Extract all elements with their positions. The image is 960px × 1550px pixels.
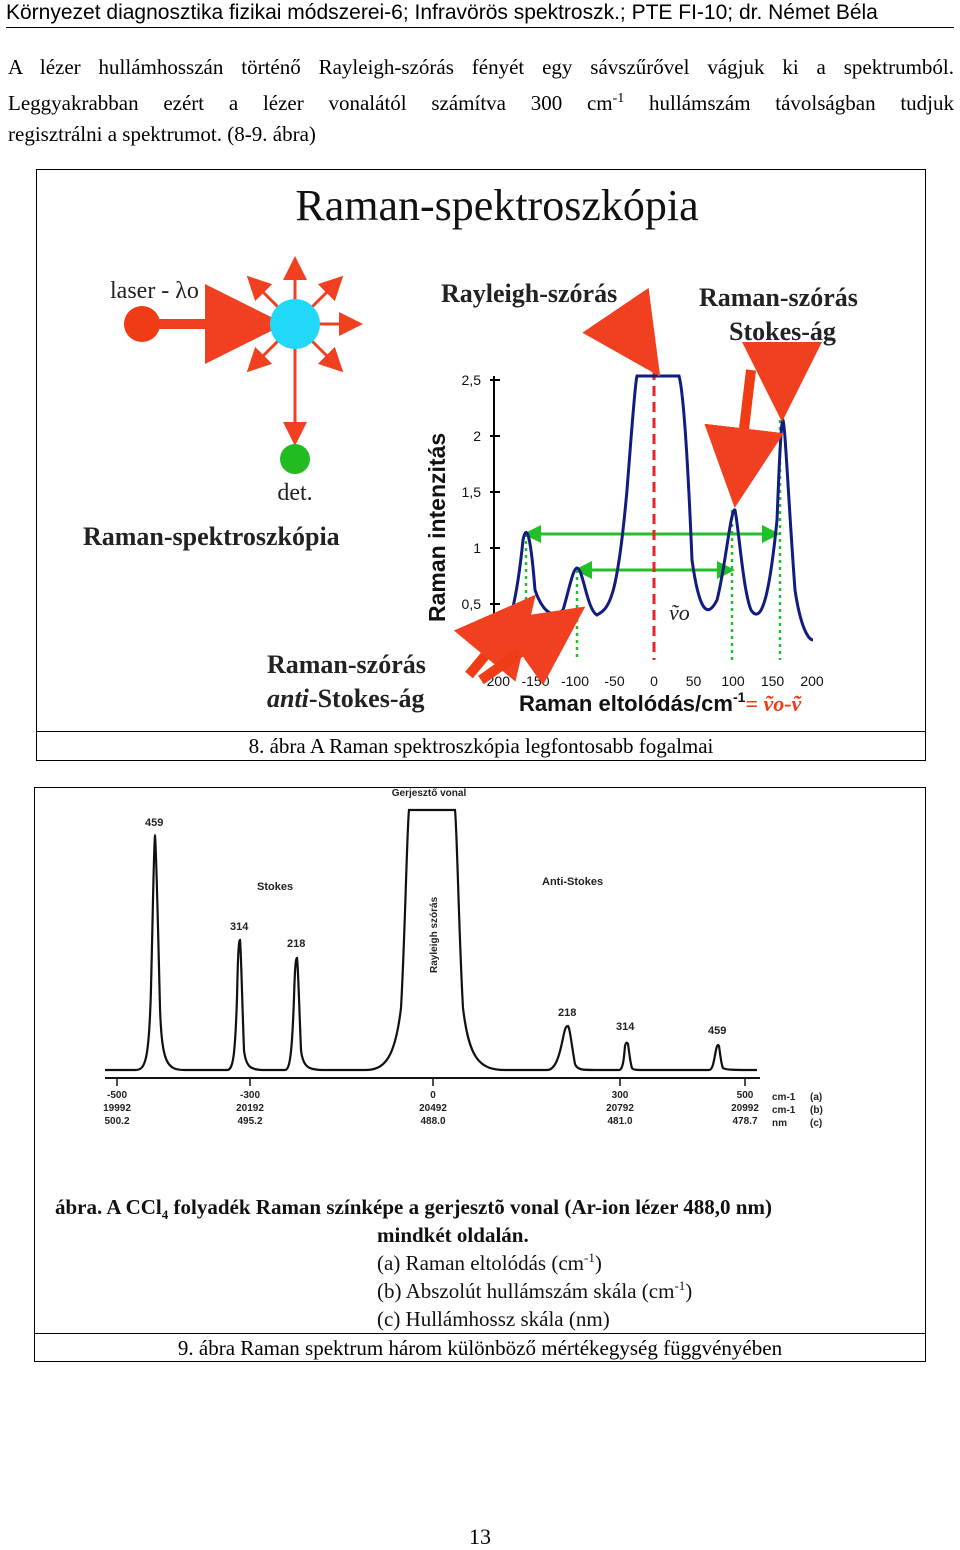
figure-8-caption: 8. ábra A Raman spektroszkópia legfontosabb fogalmai — [37, 731, 925, 760]
description-line-1 — [55, 1195, 772, 1222]
tag-b: (b) — [810, 1105, 823, 1116]
scale-value-b: 20492 — [419, 1103, 447, 1114]
y-tick-label: 1 — [473, 540, 481, 556]
tag-c: (c) — [810, 1118, 823, 1129]
scale-value-a: -300 — [239, 1090, 261, 1101]
desc-a-close: ) — [594, 1251, 602, 1275]
x-tick-label: 100 — [721, 673, 745, 689]
x-tick-label: -150 — [521, 673, 550, 689]
description-line-a — [377, 1250, 602, 1275]
figure-8-drawing — [37, 170, 925, 732]
desc-b-sup: -1 — [674, 1278, 686, 1293]
scale-value-c: 495.2 — [237, 1116, 263, 1127]
figure-9-caption: 9. ábra Raman spektrum három különböző mértékegység függvényében — [35, 1333, 925, 1362]
peak-label-218-left: 218 — [287, 938, 306, 950]
paragraph-superscript: -1 — [612, 91, 625, 106]
unit-a: cm-1 — [772, 1092, 796, 1103]
y-tick-label: 2,5 — [461, 372, 481, 388]
description-line-c: (c) Hullámhossz skála (nm) — [377, 1307, 610, 1331]
molecule-sphere — [270, 299, 320, 349]
desc-1-end: folyadék Raman színképe a gerjesztõ vonal (Ar-ion lézer 488,0 nm) — [168, 1195, 772, 1219]
x-ticks — [482, 673, 824, 689]
y-axis-label: Raman intenzitás — [424, 432, 450, 622]
stokes-label: Stokes — [257, 881, 294, 893]
scale-ticks — [103, 1078, 759, 1127]
y-tick-label: 1,5 — [461, 484, 481, 500]
laser-source — [124, 306, 160, 342]
scale-value-b: 19992 — [103, 1103, 131, 1114]
x-tick-label: 50 — [685, 673, 702, 689]
figure-9-description — [55, 1195, 772, 1331]
figure-8-title: Raman-spektroszkópia — [295, 181, 699, 230]
scale-value-a: -500 — [106, 1090, 128, 1101]
raman-spectrum-curve — [499, 376, 813, 640]
figure-8 — [36, 169, 926, 761]
paragraph-line-1: A lézer hullámhosszán történő Rayleigh-szórás fényét egy sávszűrővel vágjuk ki a spektrumból. — [8, 55, 954, 79]
peak-label-459-left: 459 — [145, 817, 164, 829]
paragraph-line-3: regisztrálni a spektrumot. (8-9. ábra) — [8, 122, 316, 146]
desc-1-sub: 4 — [161, 1207, 169, 1222]
unit-c: nm — [772, 1118, 787, 1129]
description-line-2: mindkét oldalán. — [377, 1223, 529, 1247]
scale-value-c: 478.7 — [732, 1116, 758, 1127]
scale-value-a: 300 — [611, 1090, 629, 1101]
peak-label-218-right: 218 — [558, 1007, 577, 1019]
x-tick-label: -50 — [604, 673, 625, 689]
scale-value-c: 488.0 — [420, 1116, 446, 1127]
nu0-label: ṽo — [669, 600, 690, 625]
x-axis-label-sup: -1 — [732, 689, 746, 705]
stokes-label-2: Stokes-ág — [729, 317, 836, 346]
x-axis-label — [519, 689, 803, 716]
detector-label: det. — [277, 480, 313, 506]
desc-1-start: ábra. A CCl — [55, 1195, 162, 1219]
antistokes-label-1: Raman-szórás — [267, 650, 426, 679]
unit-b: cm-1 — [772, 1105, 796, 1116]
y-tick-label: 0,5 — [461, 596, 481, 612]
unit-labels — [772, 1092, 823, 1129]
paragraph-line-2-start: Leggyakrabban ezért a lézer vonalától számítva 300 cm — [8, 91, 613, 115]
desc-b-text: (b) Abszolút hullámszám skála (cm — [377, 1279, 675, 1303]
peak-label-459-right: 459 — [708, 1025, 727, 1037]
x-tick-label: -100 — [560, 673, 590, 689]
figure-9 — [34, 787, 926, 1362]
figure-9-drawing — [35, 788, 925, 1333]
x-tick-label: 200 — [800, 673, 824, 689]
stokes-label-1: Raman-szórás — [699, 283, 858, 312]
desc-b-close: ) — [685, 1279, 693, 1303]
laser-label: laser - λo — [110, 278, 199, 304]
antistokes-italic: anti — [267, 684, 309, 713]
antistokes-rest: -Stokes-ág — [308, 684, 425, 713]
y-tick-label: 2 — [473, 428, 481, 444]
desc-a-text: (a) Raman eltolódás (cm — [377, 1251, 585, 1275]
peak-labels-right — [558, 1007, 726, 1037]
page-number: 13 — [469, 1524, 491, 1549]
x-tick-label: 150 — [760, 673, 785, 689]
scale-value-b: 20792 — [606, 1103, 634, 1114]
left-subtitle: Raman-spektroszkópia — [83, 522, 340, 551]
anti-stokes-label: Anti-Stokes — [542, 876, 604, 888]
scale-value-a: 0 — [430, 1090, 436, 1101]
peak-label-314-right: 314 — [616, 1021, 635, 1033]
peak-label-314-left: 314 — [230, 921, 249, 933]
desc-a-sup: -1 — [584, 1250, 595, 1265]
scale-value-a: 500 — [736, 1090, 754, 1101]
scattered-rays — [251, 262, 357, 440]
x-tick-label: 0 — [650, 673, 658, 689]
paragraph-line-2 — [8, 83, 954, 119]
paragraph-line-2-end: hullámszám távolságban tudjuk — [624, 91, 954, 115]
rayleigh-vertical-label: Rayleigh szórás — [429, 896, 440, 973]
excitation-line-label: Gerjesztő vonal — [391, 788, 467, 799]
description-line-b — [377, 1278, 692, 1303]
scale-value-c: 500.2 — [104, 1116, 130, 1127]
x-tick-label: -200 — [481, 673, 511, 689]
detector-dot — [280, 444, 310, 474]
scale-value-b: 20192 — [236, 1103, 264, 1114]
antistokes-label-2 — [267, 684, 424, 713]
x-axis-formula: = ṽo-ṽ — [745, 691, 802, 716]
x-axis-label-text: Raman eltolódás/cm — [519, 691, 733, 716]
tag-a: (a) — [810, 1092, 823, 1103]
scale-value-b: 20992 — [731, 1103, 759, 1114]
page-header: Környezet diagnosztika fizikai módszerei-6; Infravörös spektroszk.; PTE FI-10; dr. Német Béla — [6, 0, 954, 28]
intro-paragraph — [8, 52, 954, 150]
scale-value-c: 481.0 — [607, 1116, 633, 1127]
rayleigh-label: Rayleigh-szórás — [441, 279, 618, 308]
